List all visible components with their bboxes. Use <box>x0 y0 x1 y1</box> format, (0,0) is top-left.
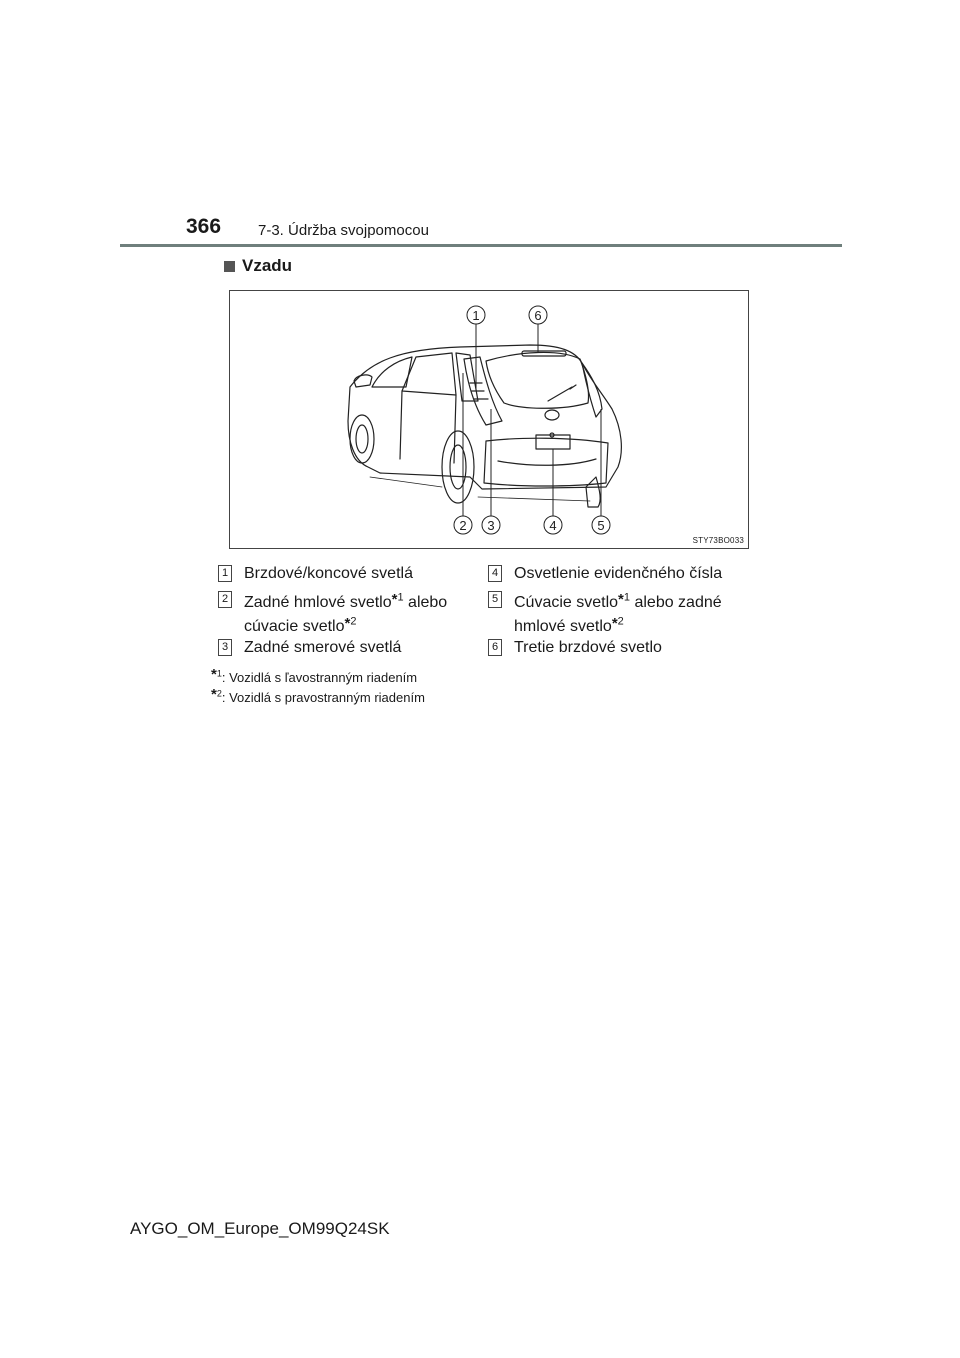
callout-6: 6 <box>534 308 542 323</box>
footer-doc-id: AYGO_OM_Europe_OM99Q24SK <box>130 1219 390 1238</box>
figure-code: STY73BO033 <box>692 536 744 545</box>
mirror <box>354 375 372 387</box>
header-rule <box>120 244 842 247</box>
front-wheel <box>350 415 374 463</box>
side-window-rear <box>402 353 456 395</box>
callout-5: 5 <box>597 518 605 533</box>
legend-item-5 <box>488 589 744 637</box>
legend-text: Brzdové/koncové svetlá <box>244 565 413 582</box>
subheading <box>224 256 292 276</box>
legend-item-1 <box>218 563 474 584</box>
legend-number: 5 <box>488 591 502 608</box>
legend-text: Zadné hmlové svetlo*$^1$ alebo cúvacie svetlo*$^2$ <box>244 591 448 635</box>
car-rear-illustration <box>230 291 748 548</box>
square-bullet-icon <box>224 261 235 272</box>
legend-text: Osvetlenie evidenčného čísla <box>514 565 723 582</box>
footnote-1: *$^1$: Vozidlá s ľavostranným riadením <box>211 666 418 685</box>
legend-number: 6 <box>488 639 502 656</box>
legend-number: 4 <box>488 565 502 582</box>
figure-rear-lights <box>229 290 749 549</box>
legend-number: 2 <box>218 591 232 608</box>
legend-text: Zadné smerové svetlá <box>244 639 402 656</box>
legend-number: 1 <box>218 565 232 582</box>
legend-text: Tretie brzdové svetlo <box>514 639 662 656</box>
legend-item-6 <box>488 637 744 658</box>
callout-4: 4 <box>549 518 557 533</box>
legend-item-4 <box>488 563 744 584</box>
rear-wheel-right <box>586 477 600 507</box>
footnote-2: *$^2$: Vozidlá s pravostranným riadením <box>211 686 425 705</box>
callout-2: 2 <box>459 518 467 533</box>
rear-window <box>486 352 589 408</box>
section-title: 7-3. Údržba svojpomocou <box>258 222 429 239</box>
callout-1: 1 <box>472 308 480 323</box>
legend-item-2 <box>218 589 474 637</box>
page-number: 366 <box>186 215 222 238</box>
legend-text: Cúvacie svetlo*$^1$ alebo zadné hmlové svetlo*$^2$ <box>514 591 722 635</box>
legend-item-3 <box>218 637 474 658</box>
legend-number: 3 <box>218 639 232 656</box>
subheading-text: Vzadu <box>242 256 293 275</box>
callout-3: 3 <box>487 518 495 533</box>
rear-wheel-left <box>442 431 474 503</box>
